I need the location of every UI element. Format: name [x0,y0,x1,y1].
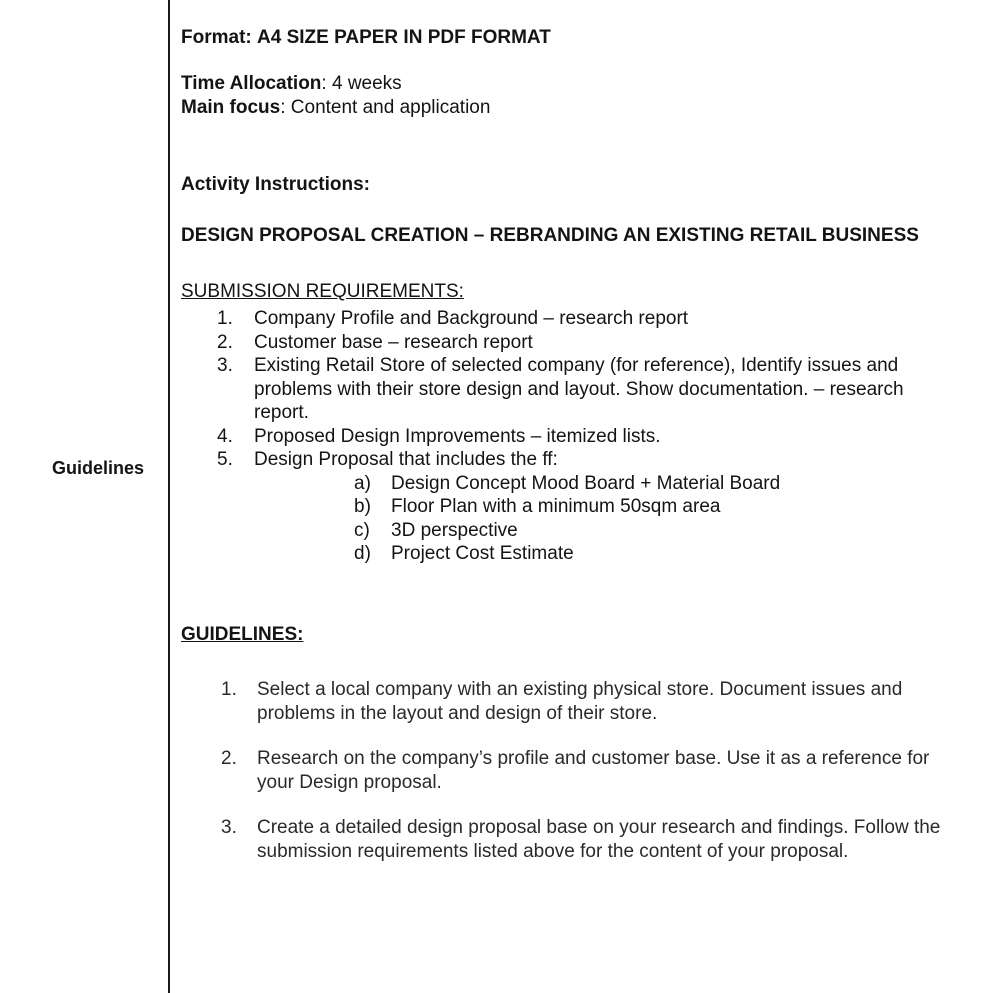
list-item: 3. Existing Retail Store of selected company (for reference), Identify issues and problems with their store design and layout. Show documentation. – research report. [217,355,904,423]
proposal-title: DESIGN PROPOSAL CREATION – REBRANDING AN EXISTING RETAIL BUSINESS [181,225,919,246]
guidelines-list [181,678,940,885]
time-allocation-line [181,72,402,96]
list-item: 4. Proposed Design Improvements – itemized lists. [217,425,661,447]
format-label: Format: [181,27,252,48]
list-item: 1. Company Profile and Background – research report [217,308,689,329]
list-item: 1. Select a local company with an existing physical store. Document issues and problems in the layout and design of their store. [221,679,903,724]
submission-requirements-list [181,307,904,566]
list-item: 2. Customer base – research report [217,331,533,353]
main-focus-line [181,96,490,120]
list-item: b) Floor Plan with a minimum 50sqm area [354,496,721,517]
main-focus-label: Main focus [181,97,281,118]
format-line [181,26,551,50]
list-item: a) Design Concept Mood Board + Material Board [354,472,781,494]
table-column-divider [168,0,170,993]
list-item: c) 3D perspective [354,519,518,541]
format-value: A4 SIZE PAPER IN PDF FORMAT [257,27,551,48]
time-allocation-label: Time Allocation [181,73,322,94]
design-proposal-sublist [181,472,904,566]
list-item: 2. Research on the company’s profile and customer base. Use it as a reference for your Design proposal. [221,748,930,793]
row-label-guidelines: Guidelines [52,458,145,478]
time-allocation-value: : 4 weeks [321,73,402,94]
guidelines-heading: GUIDELINES: [181,624,304,645]
list-item: 5. Design Proposal that includes the ff: [217,449,558,470]
list-item: d) Project Cost Estimate [354,543,574,564]
main-focus-value: : Content and application [280,97,491,118]
activity-instructions-heading: Activity Instructions: [181,174,370,195]
list-item: 3. Create a detailed design proposal base on your research and findings. Follow the submission requirements listed above for the content of your proposal. [221,817,941,862]
submission-requirements-heading: SUBMISSION REQUIREMENTS: [181,281,464,302]
